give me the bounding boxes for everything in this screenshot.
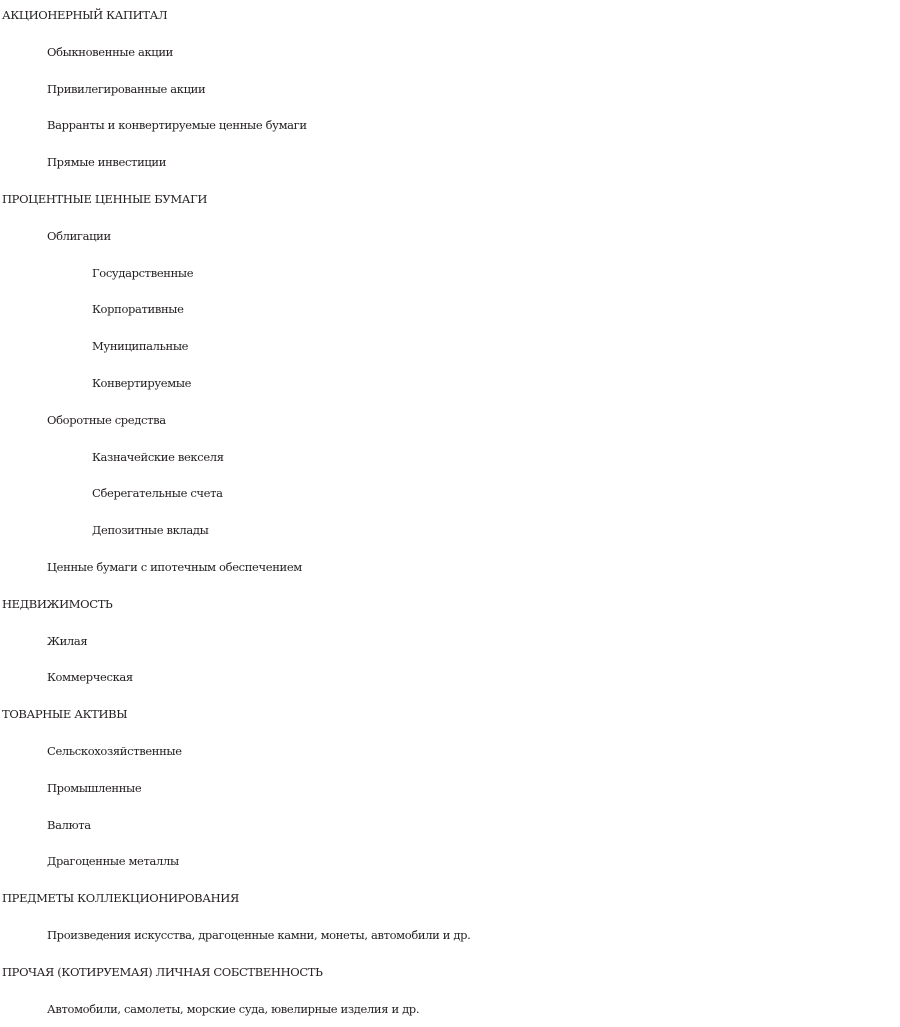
sub-subcategory-item: Корпоративные (92, 302, 184, 317)
sub-subcategory-item: Муниципальные (92, 339, 189, 354)
subcategory-item: Оборотные средства (47, 412, 166, 427)
subcategory-item: Драгоценные металлы (47, 854, 179, 869)
category-heading: ТОВАРНЫЕ АКТИВЫ (2, 707, 128, 722)
subcategory-item: Автомобили, самолеты, морские суда, ювелирные изделия и др. (47, 1001, 420, 1016)
sub-subcategory-item: Депозитные вклады (92, 523, 209, 538)
subcategory-item: Промышленные (47, 780, 142, 795)
subcategory-item: Обыкновенные акции (47, 44, 173, 59)
sub-subcategory-item: Сберегательные счета (92, 486, 223, 501)
sub-subcategory-item: Казначейские векселя (92, 449, 224, 464)
category-heading: ПРОЦЕНТНЫЕ ЦЕННЫЕ БУМАГИ (2, 191, 208, 206)
subcategory-item: Прямые инвестиции (47, 155, 167, 170)
subcategory-item: Валюта (47, 817, 91, 832)
subcategory-item: Сельскохозяйственные (47, 743, 182, 758)
subcategory-item: Жилая (47, 633, 88, 648)
category-heading: АКЦИОНЕРНЫЙ КАПИТАЛ (2, 8, 168, 22)
subcategory-item: Коммерческая (47, 670, 133, 685)
sub-subcategory-item: Конвертируемые (92, 375, 192, 390)
category-heading: ПРОЧАЯ (КОТИРУЕМАЯ) ЛИЧНАЯ СОБСТВЕННОСТЬ (2, 964, 323, 979)
category-heading: ПРЕДМЕТЫ КОЛЛЕКЦИОНИРОВАНИЯ (2, 891, 239, 906)
subcategory-item: Варранты и конвертируемые ценные бумаги (47, 118, 307, 133)
subcategory-item: Ценные бумаги с ипотечным обеспечением (47, 559, 302, 574)
subcategory-item: Привилегированные акции (47, 81, 206, 96)
subcategory-item: Произведения искусства, драгоценные камни, монеты, автомобили и др. (47, 927, 471, 942)
category-heading: НЕДВИЖИМОСТЬ (2, 596, 113, 611)
sub-subcategory-item: Государственные (92, 265, 194, 280)
subcategory-item: Облигации (47, 228, 111, 243)
